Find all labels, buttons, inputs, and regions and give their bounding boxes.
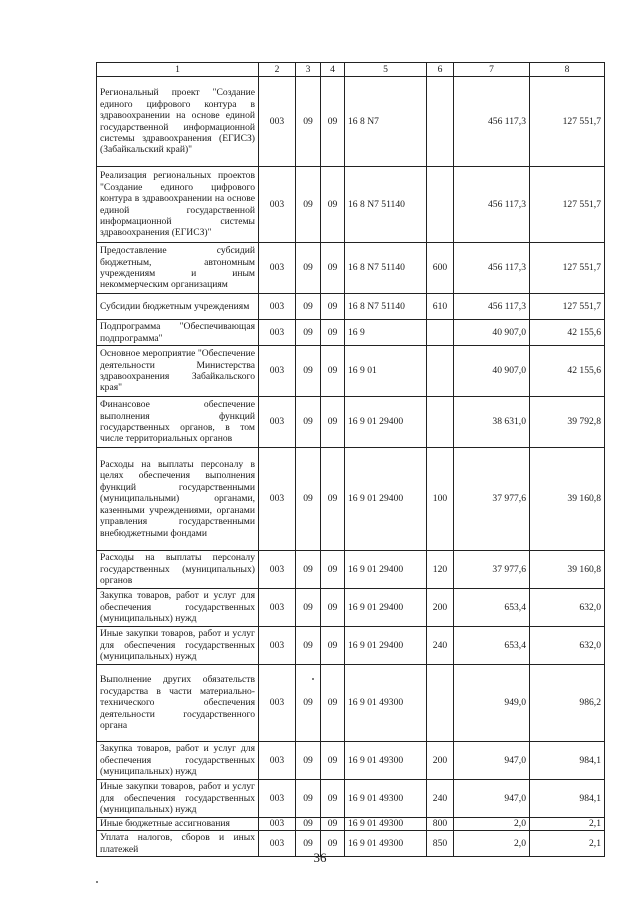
amount-year-1: 37 977,6: [454, 448, 530, 551]
expense-type-code: 200: [427, 589, 454, 627]
target-article-code: 16 9 01 29400: [345, 551, 427, 589]
amount-year-2: 2,1: [530, 831, 605, 857]
ministry-code: 003: [259, 346, 296, 397]
amount-year-1: 40 907,0: [454, 320, 530, 346]
subsection-code: 09: [321, 818, 345, 831]
header-row: [97, 63, 605, 77]
expense-type-code: 610: [427, 294, 454, 320]
subsection-code: 09: [321, 77, 345, 167]
table-row: [97, 627, 605, 665]
amount-year-1: 653,4: [454, 627, 530, 665]
amount-year-1: 653,4: [454, 589, 530, 627]
target-article-code: 16 9 01 49300: [345, 742, 427, 780]
line-item-name: Уплата налогов, сборов и иных платежей: [97, 831, 259, 857]
amount-year-2: 632,0: [530, 627, 605, 665]
header-cell: 3: [296, 63, 321, 77]
table-row: [97, 665, 605, 742]
subsection-code: 09: [321, 448, 345, 551]
subsection-code: 09: [321, 665, 345, 742]
table-row: [97, 818, 605, 831]
amount-year-2: 127 551,7: [530, 243, 605, 294]
line-item-name: Финансовое обеспечение выполнения функций государственных органов, в том числе территориальных органов: [97, 397, 259, 448]
amount-year-1: 2,0: [454, 818, 530, 831]
amount-year-1: 456 117,3: [454, 167, 530, 243]
section-code: 09: [296, 294, 321, 320]
line-item-name: Подпрограмма "Обеспечивающая подпрограмма": [97, 320, 259, 346]
header-cell: 7: [454, 63, 530, 77]
expense-type-code: 240: [427, 780, 454, 818]
ministry-code: 003: [259, 167, 296, 243]
section-code: 09: [296, 77, 321, 167]
expense-type-code: 120: [427, 551, 454, 589]
section-code: 09: [296, 346, 321, 397]
header-cell: 5: [345, 63, 427, 77]
target-article-code: 16 9 01 29400: [345, 448, 427, 551]
ministry-code: 003: [259, 397, 296, 448]
section-code: 09: [296, 243, 321, 294]
expense-type-code: 200: [427, 742, 454, 780]
expense-type-code: [427, 346, 454, 397]
expense-type-code: 600: [427, 243, 454, 294]
target-article-code: 16 9 01 49300: [345, 780, 427, 818]
table-row: [97, 551, 605, 589]
line-item-name: Региональный проект "Создание единого цифрового контура в здравоохранении на основе единой государственной информационной системы здравоохранения (ЕГИСЗ) (Забайкальский край)": [97, 77, 259, 167]
target-article-code: 16 8 N7: [345, 77, 427, 167]
scan-speck: [312, 678, 314, 680]
amount-year-2: 127 551,7: [530, 294, 605, 320]
section-code: 09: [296, 167, 321, 243]
ministry-code: 003: [259, 243, 296, 294]
scan-speck: [96, 881, 98, 883]
header-cell: 4: [321, 63, 345, 77]
header-cell: 8: [530, 63, 605, 77]
amount-year-2: 127 551,7: [530, 167, 605, 243]
expense-type-code: [427, 665, 454, 742]
table-row: [97, 589, 605, 627]
subsection-code: 09: [321, 831, 345, 857]
amount-year-2: 42 155,6: [530, 346, 605, 397]
amount-year-2: 984,1: [530, 742, 605, 780]
ministry-code: 003: [259, 320, 296, 346]
expense-type-code: 850: [427, 831, 454, 857]
line-item-name: Расходы на выплаты персоналу государственных (муниципальных) органов: [97, 551, 259, 589]
line-item-name: Иные закупки товаров, работ и услуг для обеспечения государственных (муниципальных) нужд: [97, 780, 259, 818]
amount-year-2: 984,1: [530, 780, 605, 818]
target-article-code: 16 9 01 29400: [345, 397, 427, 448]
subsection-code: 09: [321, 320, 345, 346]
amount-year-1: 456 117,3: [454, 243, 530, 294]
target-article-code: 16 9 01 49300: [345, 818, 427, 831]
line-item-name: Основное мероприятие "Обеспечение деятельности Министерства здравоохранения Забайкальского края": [97, 346, 259, 397]
ministry-code: 003: [259, 742, 296, 780]
ministry-code: 003: [259, 551, 296, 589]
section-code: 09: [296, 627, 321, 665]
ministry-code: 003: [259, 627, 296, 665]
expense-type-code: 240: [427, 627, 454, 665]
table-row: [97, 243, 605, 294]
section-code: 09: [296, 780, 321, 818]
line-item-name: Предоставление субсидий бюджетным, автономным учреждениям и иным некоммерческим организациям: [97, 243, 259, 294]
subsection-code: 09: [321, 780, 345, 818]
table-row: [97, 780, 605, 818]
amount-year-2: 39 792,8: [530, 397, 605, 448]
header-cell: 1: [97, 63, 259, 77]
amount-year-1: 38 631,0: [454, 397, 530, 448]
subsection-code: 09: [321, 294, 345, 320]
amount-year-1: 947,0: [454, 742, 530, 780]
table-row: [97, 294, 605, 320]
ministry-code: 003: [259, 589, 296, 627]
amount-year-2: 42 155,6: [530, 320, 605, 346]
amount-year-1: 2,0: [454, 831, 530, 857]
amount-year-1: 40 907,0: [454, 346, 530, 397]
subsection-code: 09: [321, 397, 345, 448]
expense-type-code: 800: [427, 818, 454, 831]
ministry-code: 003: [259, 831, 296, 857]
table-row: [97, 77, 605, 167]
page-number: 36: [313, 850, 327, 865]
amount-year-2: 632,0: [530, 589, 605, 627]
target-article-code: 16 9 01: [345, 346, 427, 397]
amount-year-2: 986,2: [530, 665, 605, 742]
amount-year-1: 456 117,3: [454, 77, 530, 167]
subsection-code: 09: [321, 742, 345, 780]
subsection-code: 09: [321, 627, 345, 665]
budget-table: [96, 62, 605, 857]
line-item-name: Реализация региональных проектов "Создание единого цифрового контура в здравоохранении на основе единой государственной информационной системы здравоохранения (ЕГИСЗ)": [97, 167, 259, 243]
subsection-code: 09: [321, 167, 345, 243]
section-code: 09: [296, 448, 321, 551]
amount-year-2: 39 160,8: [530, 448, 605, 551]
line-item-name: Закупка товаров, работ и услуг для обеспечения государственных (муниципальных) нужд: [97, 742, 259, 780]
amount-year-2: 39 160,8: [530, 551, 605, 589]
amount-year-1: 947,0: [454, 780, 530, 818]
expense-type-code: [427, 77, 454, 167]
line-item-name: Иные закупки товаров, работ и услуг для обеспечения государственных (муниципальных) нужд: [97, 627, 259, 665]
section-code: 09: [296, 320, 321, 346]
table-row: [97, 742, 605, 780]
section-code: 09: [296, 665, 321, 742]
header-cell: 2: [259, 63, 296, 77]
subsection-code: 09: [321, 346, 345, 397]
ministry-code: 003: [259, 665, 296, 742]
expense-type-code: [427, 167, 454, 243]
amount-year-1: 949,0: [454, 665, 530, 742]
table-row: [97, 320, 605, 346]
target-article-code: 16 8 N7 51140: [345, 167, 427, 243]
expense-type-code: [427, 320, 454, 346]
target-article-code: 16 9 01 29400: [345, 627, 427, 665]
line-item-name: Расходы на выплаты персоналу в целях обеспечения выполнения функций государственными (муниципальными) органами, казенными учреждениями, органами управления государственными внебюджетными фондами: [97, 448, 259, 551]
subsection-code: 09: [321, 589, 345, 627]
target-article-code: 16 9 01 49300: [345, 831, 427, 857]
table-row: [97, 346, 605, 397]
line-item-name: Субсидии бюджетным учреждениям: [97, 294, 259, 320]
section-code: 09: [296, 818, 321, 831]
section-code: 09: [296, 551, 321, 589]
amount-year-2: 127 551,7: [530, 77, 605, 167]
table-row: [97, 397, 605, 448]
target-article-code: 16 8 N7 51140: [345, 243, 427, 294]
ministry-code: 003: [259, 294, 296, 320]
table-row: [97, 167, 605, 243]
amount-year-2: 2,1: [530, 818, 605, 831]
line-item-name: Иные бюджетные ассигнования: [97, 818, 259, 831]
ministry-code: 003: [259, 448, 296, 551]
ministry-code: 003: [259, 77, 296, 167]
ministry-code: 003: [259, 780, 296, 818]
line-item-name: Закупка товаров, работ и услуг для обеспечения государственных (муниципальных) нужд: [97, 589, 259, 627]
section-code: 09: [296, 831, 321, 857]
expense-type-code: 100: [427, 448, 454, 551]
line-item-name: Выполнение других обязательств государства в части материально-технического обеспечения деятельности государственного органа: [97, 665, 259, 742]
expense-type-code: [427, 397, 454, 448]
subsection-code: 09: [321, 551, 345, 589]
section-code: 09: [296, 589, 321, 627]
amount-year-1: 456 117,3: [454, 294, 530, 320]
section-code: 09: [296, 742, 321, 780]
subsection-code: 09: [321, 243, 345, 294]
section-code: 09: [296, 397, 321, 448]
target-article-code: 16 8 N7 51140: [345, 294, 427, 320]
target-article-code: 16 9 01 29400: [345, 589, 427, 627]
target-article-code: 16 9 01 49300: [345, 665, 427, 742]
target-article-code: 16 9: [345, 320, 427, 346]
header-cell: 6: [427, 63, 454, 77]
ministry-code: 003: [259, 818, 296, 831]
amount-year-1: 37 977,6: [454, 551, 530, 589]
table-row: [97, 448, 605, 551]
